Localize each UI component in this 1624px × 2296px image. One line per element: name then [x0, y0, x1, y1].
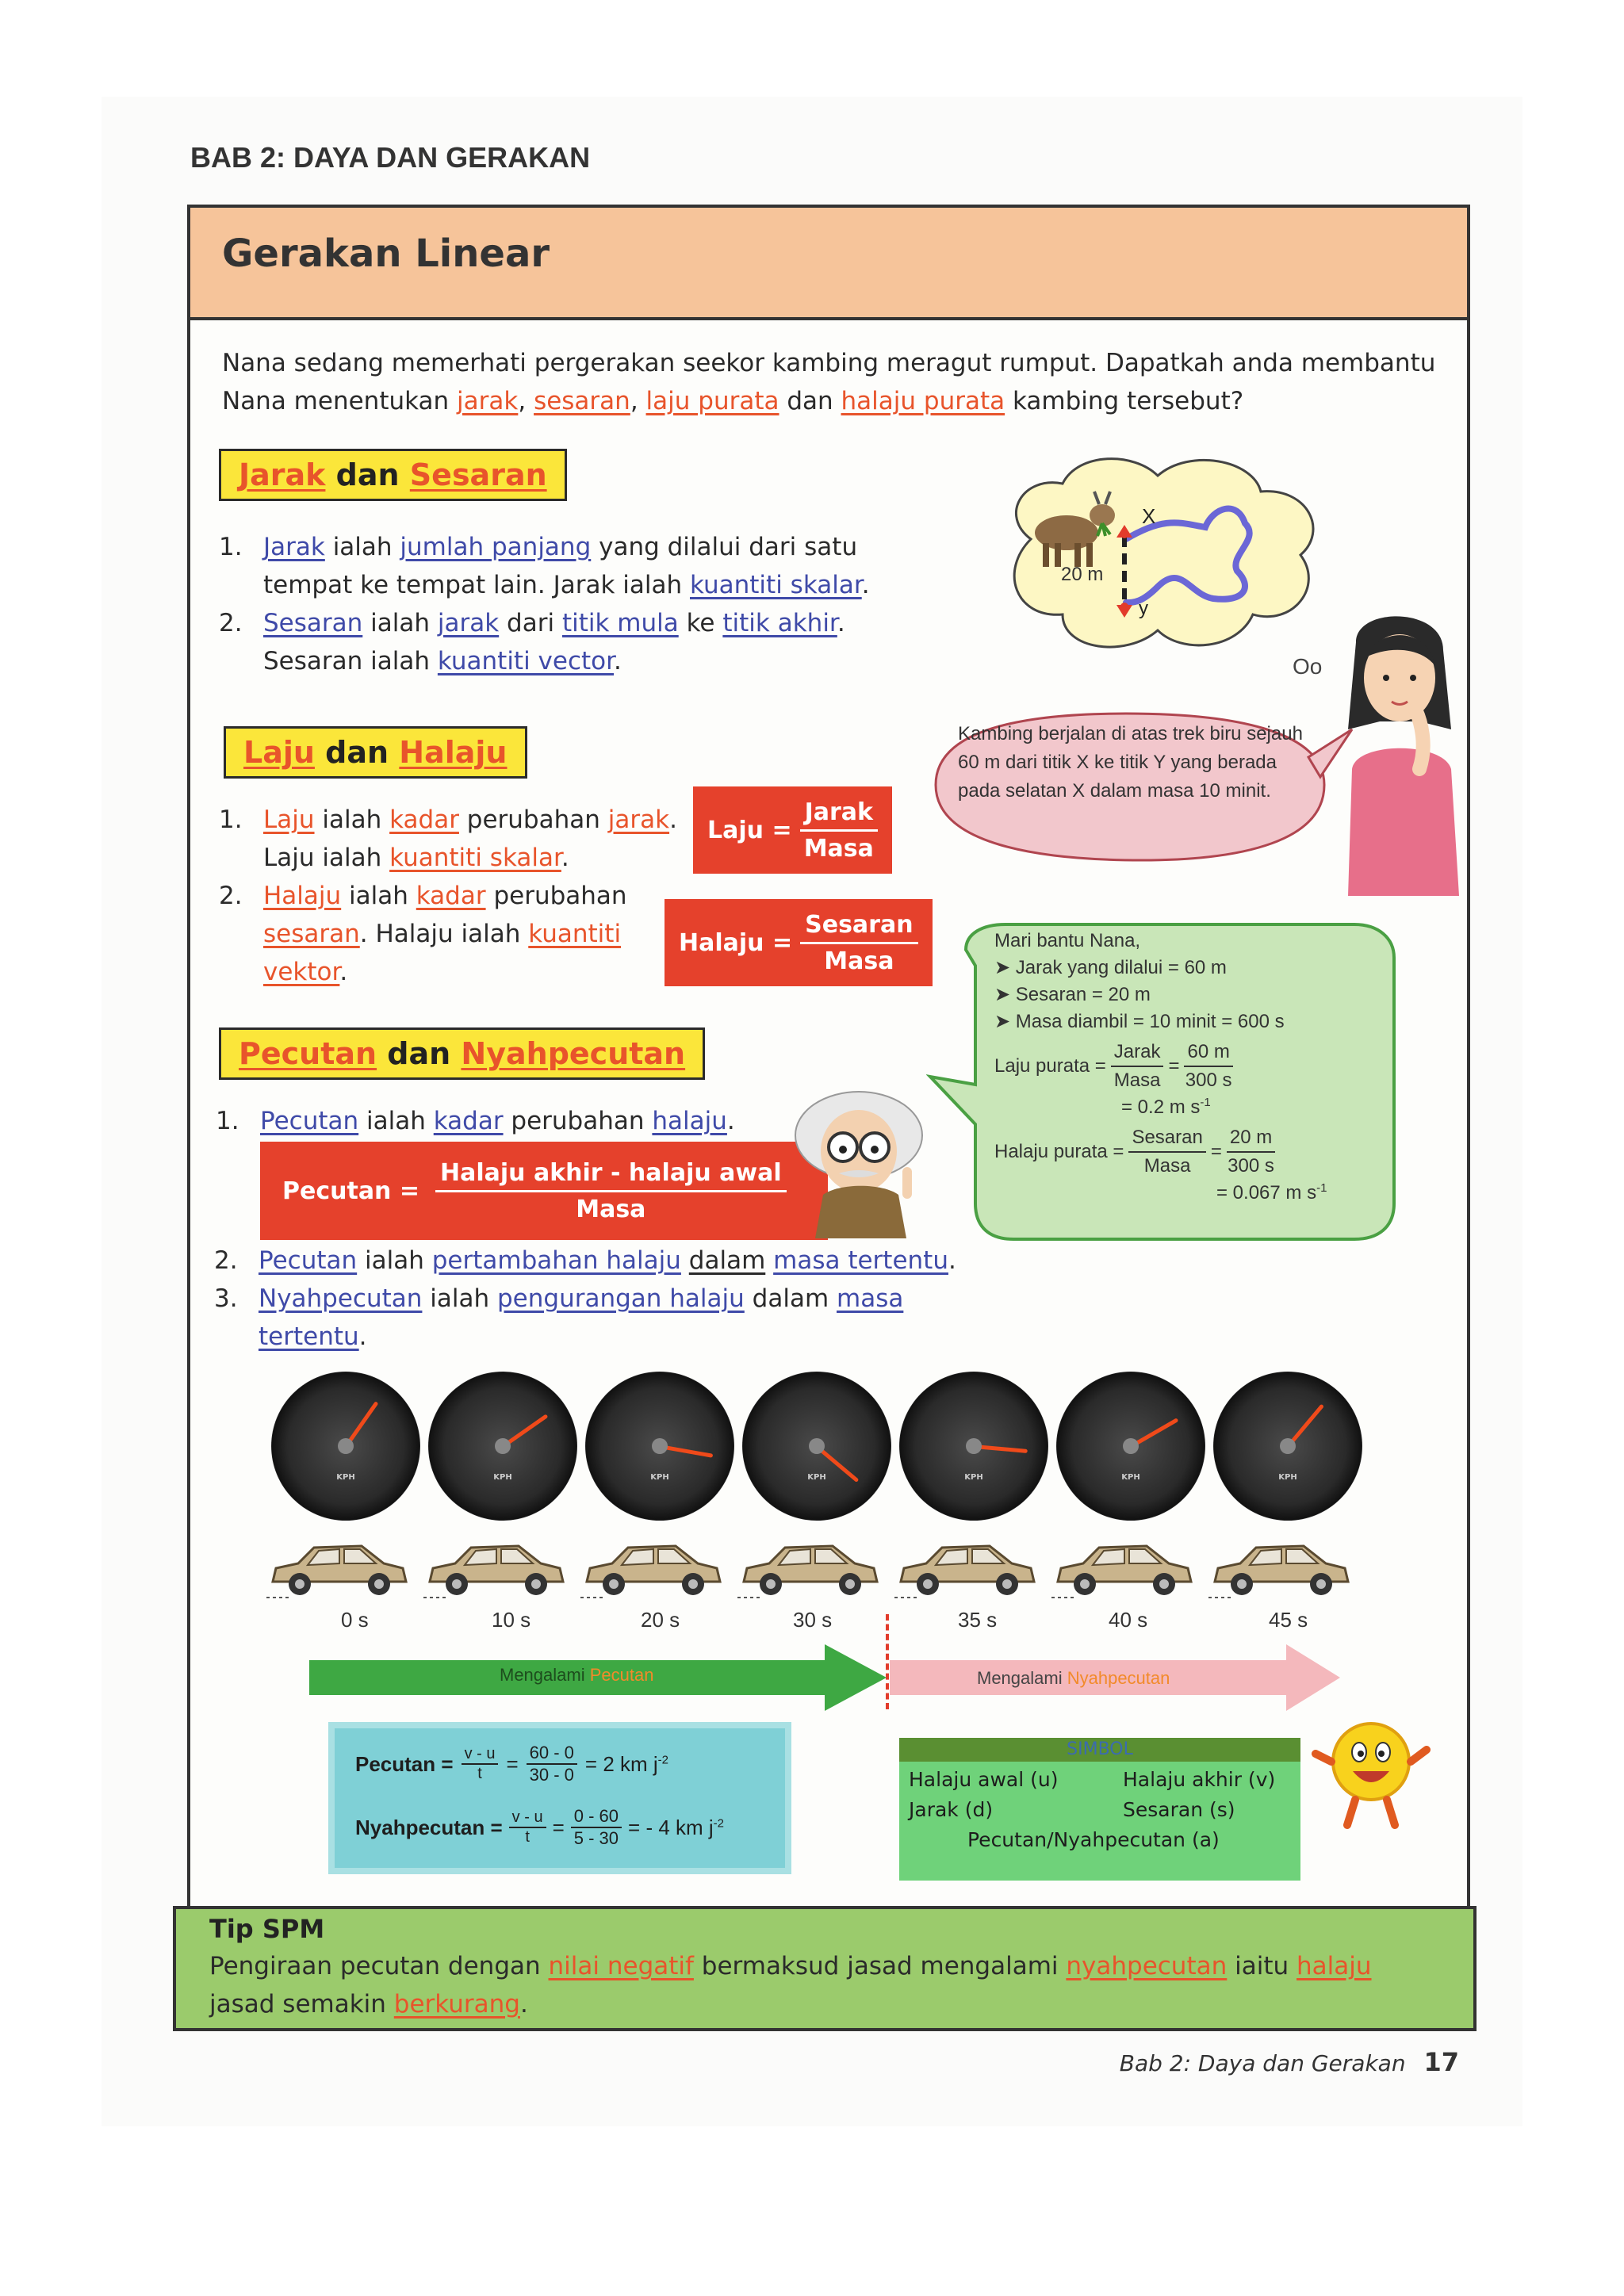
arrow-label-text: Mengalami: [977, 1668, 1067, 1688]
calc-result: = - 4 km j: [628, 1815, 714, 1839]
time-label: 35 s: [958, 1608, 998, 1632]
keyword: Laju: [263, 806, 315, 834]
keyword: Pecutan: [259, 1246, 358, 1275]
help-bullet-text: Masa diambil = 10 minit = 600 s: [1015, 1011, 1285, 1032]
speedometer-unit: KPH: [1121, 1473, 1140, 1482]
calc-label: Nyahpecutan =: [355, 1815, 503, 1839]
speedometer-unit: KPH: [964, 1473, 983, 1482]
smiley-mascot-icon: [1312, 1706, 1431, 1833]
time-label: 30 s: [793, 1608, 833, 1632]
text: ke: [678, 609, 723, 637]
time-label: 10 s: [492, 1608, 531, 1632]
intro-line-1: Nana sedang memerhati pergerakan seekor kambing meragut rumput. Dapatkah anda membantu: [222, 349, 1436, 377]
result-exponent: -1: [1200, 1096, 1211, 1109]
tip-heading: Tip SPM: [209, 1914, 325, 1944]
keyword: kadar: [416, 882, 486, 910]
speedometer-icon: [428, 1372, 577, 1521]
heading-word: Nyahpecutan: [461, 1036, 686, 1071]
arrow-label-text: Mengalami: [500, 1665, 590, 1685]
help-intro: Mari bantu Nana,: [994, 930, 1141, 951]
speedometer-icon: [585, 1372, 734, 1521]
text: ialah: [324, 533, 400, 561]
text: perubahan: [485, 882, 627, 910]
text: .: [669, 806, 677, 834]
heading-word: Jarak: [239, 457, 326, 492]
heading-word: Pecutan: [239, 1036, 377, 1071]
keyword-halaju: halaju: [1297, 1952, 1372, 1980]
car-icon: [1051, 1538, 1194, 1601]
text: .: [837, 609, 845, 637]
keyword: Nyahpecutan: [259, 1284, 423, 1313]
text: [765, 1246, 773, 1275]
tip-text: [209, 1947, 1446, 2023]
formula-denominator: Masa: [824, 947, 894, 975]
speedometer-hub: [652, 1438, 668, 1454]
section1-list: [219, 528, 933, 680]
keyword: Jarak: [263, 533, 325, 561]
symbol-item: Halaju awal (u): [909, 1768, 1059, 1791]
intro-text: kambing tersebut?: [1005, 387, 1244, 415]
text: .: [948, 1246, 956, 1275]
formula-label: Pecutan =: [282, 1177, 419, 1205]
list-number: 1.: [219, 533, 243, 561]
car-icon: [266, 1538, 409, 1601]
help-bullet: ➤ Jarak yang dilalui = 60 m: [994, 957, 1227, 978]
text: perubahan: [503, 1107, 653, 1135]
keyword-laju-purata: laju purata: [645, 387, 779, 415]
calc-frac-den: t: [525, 1828, 530, 1846]
keyword: Halaju: [263, 882, 342, 910]
text: ialah: [341, 882, 416, 910]
help-frac-den: Masa: [1143, 1155, 1191, 1177]
point-x-label: X: [1142, 504, 1156, 528]
keyword: vektor: [263, 958, 340, 986]
calc-frac-num: 0 - 60: [571, 1806, 622, 1828]
text: .: [358, 1322, 367, 1351]
car-icon: [580, 1538, 723, 1601]
keyword: Pecutan: [260, 1107, 359, 1135]
tip-line-2: [209, 1985, 1446, 2023]
heading-word: Sesaran: [409, 457, 547, 492]
list-line: [219, 801, 695, 839]
keyword: titik mula: [561, 609, 679, 637]
keyword: kuantiti: [528, 920, 622, 948]
help-bullet: ➤ Sesaran = 20 m: [994, 984, 1151, 1005]
list-line: [214, 1280, 1007, 1318]
symbol-box: [899, 1738, 1300, 1881]
calc-pecutan-row: [355, 1743, 668, 1785]
intro-text: Nana menentukan: [222, 387, 458, 415]
text: .: [561, 844, 569, 872]
help-frac-num: 60 m: [1184, 1039, 1232, 1067]
text: Sesaran ialah: [263, 647, 438, 675]
car-icon: [737, 1538, 880, 1601]
text: tempat ke tempat lain. Jarak ialah: [263, 571, 690, 599]
page-title: Gerakan Linear: [222, 232, 550, 276]
speedometer-icon: [1056, 1372, 1205, 1521]
tip-text-part: Pengiraan pecutan dengan: [209, 1952, 549, 1980]
calc-equals: =: [506, 1751, 519, 1776]
symbol-item: Jarak (d): [909, 1798, 994, 1821]
list-line: [219, 877, 695, 915]
symbol-item: Halaju akhir (v): [1123, 1768, 1276, 1791]
help-laju-formula: [994, 1039, 1391, 1094]
calc-equals: =: [552, 1815, 565, 1839]
keyword: sesaran: [263, 920, 360, 948]
speedometer-icon: [742, 1372, 891, 1521]
heading-word: dan: [377, 1036, 462, 1071]
help-frac-num: Sesaran: [1128, 1124, 1205, 1153]
section-heading-laju-halaju: [224, 726, 527, 779]
formula-pecutan: [260, 1142, 828, 1240]
help-frac-den: 300 s: [1228, 1155, 1274, 1177]
car-icon: [894, 1538, 1037, 1601]
text: Laju ialah: [263, 844, 390, 872]
help-bubble: [994, 928, 1391, 1207]
intro-paragraph: [222, 344, 1443, 420]
keyword: masa tertentu: [773, 1246, 948, 1275]
keyword: pertambahan halaju: [431, 1246, 681, 1275]
result-exponent: -1: [1316, 1181, 1327, 1195]
keyword: Sesaran: [263, 609, 363, 637]
speedometer-hub: [966, 1438, 982, 1454]
list-line: [219, 604, 933, 642]
tip-text-part: jasad semakin: [209, 1990, 394, 2019]
formula-numerator: Sesaran: [800, 911, 917, 944]
keyword: halaju: [652, 1107, 727, 1135]
formula-label: Halaju =: [679, 928, 793, 957]
list-line: [219, 528, 933, 566]
keyword: kadar: [389, 806, 459, 834]
help-halaju-label: Halaju purata =: [994, 1141, 1124, 1162]
calc-exponent: -2: [713, 1816, 725, 1830]
symbol-item: Sesaran (s): [1123, 1798, 1235, 1821]
arrow-deceleration-label: [977, 1668, 1170, 1689]
symbol-item: Pecutan/Nyahpecutan (a): [967, 1828, 1220, 1851]
text: .: [726, 1107, 735, 1135]
calc-frac-den: 30 - 0: [529, 1765, 574, 1785]
help-bullet: ➤ Masa diambil = 10 minit = 600 s: [994, 1011, 1285, 1032]
list-line: [219, 915, 695, 953]
tip-text-part: bermaksud jasad mengalami: [693, 1952, 1067, 1980]
tip-text-part: iaitu: [1227, 1952, 1297, 1980]
speedometer-icon: [899, 1372, 1048, 1521]
section-heading-pecutan: [219, 1027, 705, 1080]
formula-denominator: Masa: [803, 834, 874, 863]
list-number: 1.: [219, 806, 243, 834]
help-equals: =: [1168, 1055, 1180, 1077]
intro-text: ,: [630, 387, 646, 415]
speedometer-hub: [809, 1438, 825, 1454]
list-number: 3.: [214, 1284, 238, 1313]
footer-chapter: Bab 2: Daya dan Gerakan: [1119, 2050, 1406, 2076]
list-line: [219, 839, 695, 877]
list-line: [219, 953, 695, 991]
speedometer-icon: [271, 1372, 420, 1521]
help-halaju-result: [1216, 1175, 1391, 1207]
list-number: 1.: [216, 1107, 239, 1135]
distance-label: 20 m: [1061, 564, 1104, 585]
thought-bubble: [975, 444, 1340, 682]
arrow-label-keyword: Pecutan: [589, 1665, 654, 1685]
intro-text: dan: [779, 387, 841, 415]
arrow-acceleration-label: [500, 1665, 653, 1686]
page-footer: [1110, 2047, 1459, 2077]
keyword: kuantiti vector: [437, 647, 615, 675]
speedometer-hub: [1280, 1438, 1296, 1454]
help-frac-num: Jarak: [1111, 1039, 1164, 1067]
speedometer-icon: [1213, 1372, 1362, 1521]
calc-frac-num: v - u: [462, 1745, 499, 1765]
symbol-heading: SIMBOL: [899, 1738, 1300, 1762]
list-line: [214, 1318, 1007, 1356]
thought-dots-label: Oo: [1293, 654, 1323, 679]
help-bullet-text: Jarak yang dilalui = 60 m: [1015, 957, 1227, 978]
scientist-illustration: [783, 1080, 942, 1238]
section2-list: [219, 801, 695, 991]
keyword-nyahpecutan: nyahpecutan: [1066, 1952, 1228, 1980]
help-halaju-formula: [994, 1124, 1391, 1180]
section3-items-2-3: [214, 1242, 1007, 1356]
text: yang dilalui dari satu: [591, 533, 858, 561]
text: ialah: [314, 806, 390, 834]
title-banner: [190, 208, 1467, 320]
help-frac-den: Masa: [1113, 1070, 1161, 1091]
keyword-nilai-negatif: nilai negatif: [548, 1952, 694, 1980]
car-icon: [423, 1538, 566, 1601]
calc-exponent: -2: [657, 1752, 669, 1766]
text: .: [339, 958, 348, 986]
speedometer-hub: [1123, 1438, 1139, 1454]
tip-line-1: [209, 1947, 1446, 1985]
keyword-sesaran: sesaran: [534, 387, 630, 415]
text: .: [861, 571, 870, 599]
result-text: = 0.067 m s: [1216, 1182, 1317, 1203]
keyword: pengurangan halaju: [497, 1284, 745, 1313]
formula-label: Laju =: [707, 816, 792, 844]
list-line: [214, 1242, 1007, 1280]
text: ialah: [422, 1284, 497, 1313]
keyword: kadar: [433, 1107, 504, 1135]
time-label: 0 s: [341, 1608, 369, 1632]
keyword: kuantiti skalar: [689, 571, 862, 599]
formula-laju: [693, 786, 892, 874]
text: perubahan: [458, 806, 608, 834]
text: ialah: [357, 1246, 432, 1275]
help-laju-label: Laju purata =: [994, 1055, 1106, 1077]
calc-label: Pecutan =: [355, 1751, 454, 1776]
tip-box: [173, 1906, 1477, 2031]
text: . Halaju ialah: [359, 920, 529, 948]
intro-line-2: [222, 382, 1443, 420]
formula-denominator: Masa: [576, 1195, 646, 1223]
result-text: = 0.2 m s: [1121, 1096, 1201, 1118]
keyword: masa: [837, 1284, 904, 1313]
text: .: [614, 647, 622, 675]
speedometer-hub: [338, 1438, 354, 1454]
calc-nyahpecutan-row: [355, 1806, 724, 1849]
section-heading-jarak-sesaran: [219, 449, 567, 501]
list-number: 2.: [219, 609, 243, 637]
keyword: dalam: [688, 1246, 766, 1275]
calc-frac-num: 60 - 0: [527, 1743, 577, 1765]
formula-numerator: Halaju akhir - halaju awal: [435, 1159, 787, 1192]
point-y-label: y: [1139, 598, 1148, 619]
text: ialah: [358, 1107, 434, 1135]
chapter-header: BAB 2: DAYA DAN GERAKAN: [190, 141, 591, 174]
tip-text-part: .: [520, 1990, 528, 2019]
calc-frac-den: t: [477, 1765, 482, 1782]
arrow-label-keyword: Nyahpecutan: [1067, 1668, 1170, 1688]
speedometer-hub: [495, 1438, 511, 1454]
time-label: 20 s: [641, 1608, 680, 1632]
keyword-jarak: jarak: [457, 387, 519, 415]
calc-result: = 2 km j: [584, 1751, 658, 1776]
keyword: jarak: [607, 806, 670, 834]
speedometer-unit: KPH: [1278, 1473, 1297, 1482]
keyword: jumlah panjang: [400, 533, 592, 561]
help-frac-den: 300 s: [1185, 1070, 1232, 1091]
text: ialah: [362, 609, 438, 637]
text: [681, 1246, 689, 1275]
keyword: titik akhir: [722, 609, 837, 637]
keyword-berkurang: berkurang: [393, 1990, 520, 2019]
help-laju-result: [1121, 1089, 1391, 1121]
text: dari: [499, 609, 562, 637]
car-icon: [1208, 1538, 1351, 1601]
time-label: 40 s: [1109, 1608, 1148, 1632]
heading-word: dan: [325, 457, 410, 492]
help-bullet-text: Sesaran = 20 m: [1015, 984, 1151, 1005]
formula-halaju: [665, 899, 933, 986]
heading-word: Halaju: [399, 735, 508, 770]
text: dalam: [744, 1284, 837, 1313]
calculation-box: [328, 1722, 791, 1874]
keyword-halaju-purata: halaju purata: [841, 387, 1005, 415]
calc-frac-num: v - u: [509, 1808, 546, 1828]
keyword: jarak: [437, 609, 500, 637]
heading-word: Laju: [243, 735, 315, 770]
list-number: 2.: [214, 1246, 238, 1275]
keyword: kuantiti skalar: [389, 844, 561, 872]
speedometer-unit: KPH: [650, 1473, 669, 1482]
heading-word: dan: [314, 735, 400, 770]
help-frac-num: 20 m: [1227, 1124, 1275, 1153]
intro-text: ,: [518, 387, 534, 415]
speedometer-unit: KPH: [493, 1473, 512, 1482]
speech-bubble-pink: Kambing berjalan di atas trek biru sejauh 60 m dari titik X ke titik Y yang berada pada selatan X dalam masa 10 minit.: [958, 723, 1303, 802]
speedometer-unit: KPH: [807, 1473, 826, 1482]
list-number: 2.: [219, 882, 243, 910]
list-line: [219, 642, 933, 680]
formula-numerator: Jarak: [800, 798, 878, 832]
calc-frac-den: 5 - 30: [573, 1828, 619, 1848]
speedometer-unit: KPH: [336, 1473, 355, 1482]
page-number: 17: [1423, 2047, 1459, 2077]
list-line: [219, 566, 933, 604]
keyword: tertentu: [259, 1322, 359, 1351]
help-equals: =: [1210, 1141, 1222, 1162]
time-label: 45 s: [1269, 1608, 1308, 1632]
